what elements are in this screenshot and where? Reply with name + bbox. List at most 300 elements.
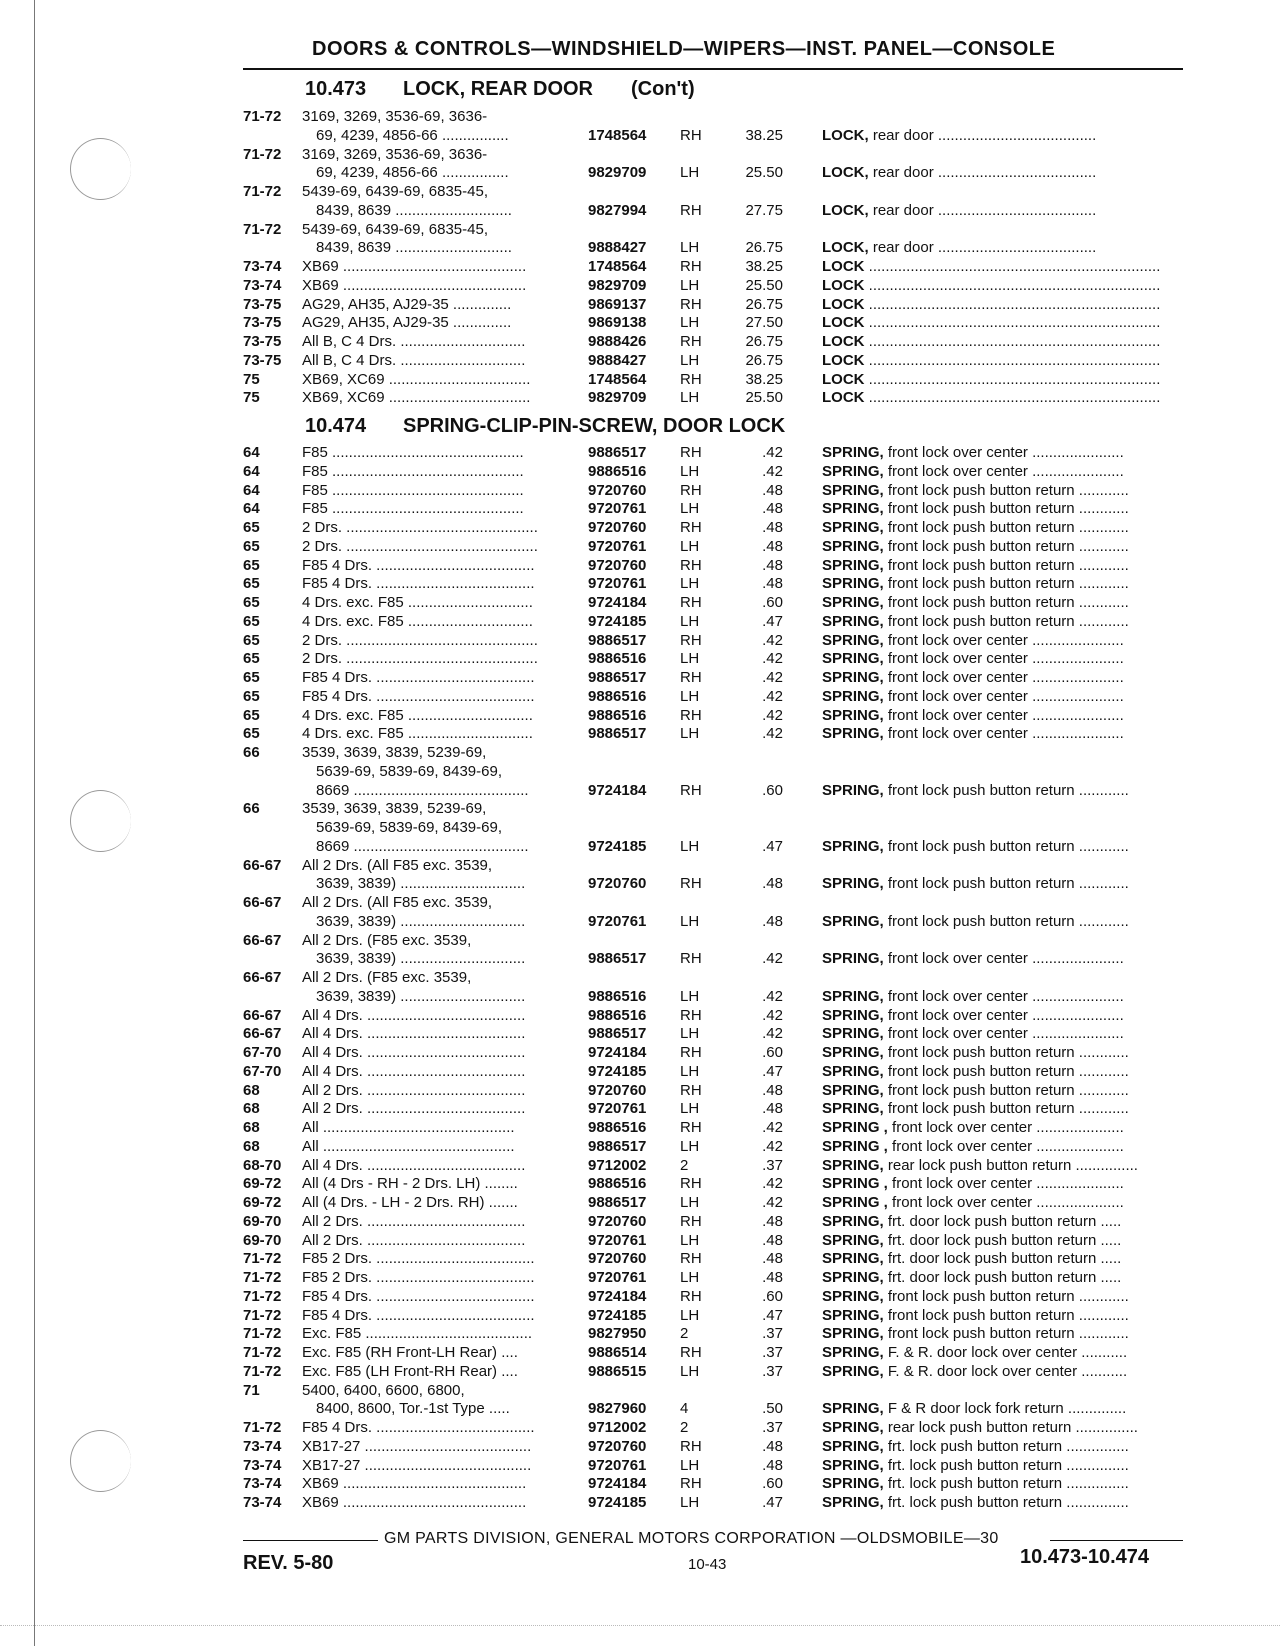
part-number: 9720760 xyxy=(588,875,647,893)
price: .48 xyxy=(762,1212,783,1230)
part-number: 9720761 xyxy=(588,575,647,593)
side-or-qty: LH xyxy=(680,612,700,630)
description xyxy=(822,296,1184,315)
side-or-qty: RH xyxy=(680,1250,702,1268)
side-or-qty: RH xyxy=(680,1212,702,1230)
table-row xyxy=(243,1400,1183,1419)
description-keyword: LOCK, xyxy=(822,201,869,219)
description-keyword: SPRING, xyxy=(822,1400,884,1418)
table-row xyxy=(243,613,1183,632)
description-keyword: SPRING, xyxy=(822,1306,884,1324)
part-number: 9720760 xyxy=(588,519,647,536)
price: .48 xyxy=(762,1437,783,1455)
price: .48 xyxy=(762,1456,783,1474)
application: F85 4 Drs. ...................................... xyxy=(302,1419,535,1436)
description-keyword: SPRING, xyxy=(822,1044,884,1061)
side-or-qty: LH xyxy=(680,1194,700,1211)
price: 26.75 xyxy=(745,295,783,313)
side-or-qty: LH xyxy=(680,725,700,743)
application: XB69 ............................................ xyxy=(302,258,527,275)
left-margin-rule xyxy=(34,0,35,1646)
table-row xyxy=(243,688,1183,707)
description-keyword: SPRING, xyxy=(822,1250,884,1268)
price: .48 xyxy=(762,556,783,574)
table-row xyxy=(243,519,1183,538)
description-text: ...................................................................... xyxy=(864,295,1161,313)
price: 38.25 xyxy=(745,370,783,388)
description-text: rear door ...................................... xyxy=(868,239,1097,257)
application: All 2 Drs. (All F85 exc. 3539, xyxy=(302,894,493,911)
side-or-qty: RH xyxy=(680,126,702,144)
year-range: 66-67 xyxy=(243,969,282,986)
part-number: 9886516 xyxy=(588,687,647,705)
application: Exc. F85 (RH Front-LH Rear) .... xyxy=(302,1344,518,1361)
application: All 4 Drs. ...................................... xyxy=(302,1062,526,1080)
part-number: 9724184 xyxy=(588,1044,647,1061)
year-range: 65 xyxy=(243,687,260,705)
price: .48 xyxy=(762,1100,783,1118)
year-range: 71-72 xyxy=(243,145,282,163)
application: All 2 Drs. ...................................... xyxy=(302,1081,526,1099)
description-text: frt. door lock push button return ..... xyxy=(883,1231,1122,1249)
table-row xyxy=(243,594,1183,613)
side-or-qty: RH xyxy=(680,950,702,968)
description-keyword: SPRING, xyxy=(822,706,884,724)
part-number: 9720761 xyxy=(588,1231,647,1249)
description xyxy=(822,1494,1184,1513)
price: .42 xyxy=(762,725,783,743)
part-number: 9886515 xyxy=(588,1362,647,1380)
description-keyword: SPRING, xyxy=(822,575,884,593)
side-or-qty: RH xyxy=(680,594,702,611)
year-range: 69-70 xyxy=(243,1212,282,1230)
table-row xyxy=(243,371,1183,390)
section-number: 10.474 xyxy=(305,415,367,437)
year-range: 66-67 xyxy=(243,856,282,874)
description-text: front lock over center ...................... xyxy=(883,1006,1124,1024)
part-number: 9827950 xyxy=(588,1325,647,1343)
year-range: 67-70 xyxy=(243,1062,282,1080)
table-row xyxy=(243,314,1183,333)
side-or-qty: LH xyxy=(680,650,700,668)
description-text: frt. lock push button return ............... xyxy=(883,1475,1129,1493)
application: All 4 Drs. ...................................... xyxy=(302,1156,526,1174)
side-or-qty: LH xyxy=(680,687,700,705)
description-text: front lock over center ...................... xyxy=(883,950,1124,968)
application: 2 Drs. .............................................. xyxy=(302,650,538,668)
year-range: 73-74 xyxy=(243,1494,282,1511)
footer-rule-left xyxy=(243,1540,378,1541)
price: .42 xyxy=(762,1025,783,1043)
side-or-qty: RH xyxy=(680,258,702,275)
application: 4 Drs. exc. F85 .............................. xyxy=(302,725,533,743)
part-number: 9720761 xyxy=(588,1100,647,1118)
application: All 2 Drs. (F85 exc. 3539, xyxy=(302,931,472,949)
price: 25.50 xyxy=(745,164,783,182)
description-text: frt. lock push button return ............... xyxy=(883,1456,1129,1474)
price: .42 xyxy=(762,1119,783,1136)
part-number: 9888426 xyxy=(588,333,647,350)
side-or-qty: LH xyxy=(680,1456,700,1474)
description-text: front lock over center ..................... xyxy=(887,1194,1124,1211)
price: .48 xyxy=(762,481,783,499)
price: .48 xyxy=(762,575,783,593)
section-title-10-474 xyxy=(305,415,785,438)
application: All 4 Drs. ...................................... xyxy=(302,1025,526,1043)
page-number: 10-43 xyxy=(688,1556,727,1573)
description-text: front lock over center ..................... xyxy=(887,1137,1124,1155)
application: XB69 ............................................ xyxy=(302,1494,527,1511)
description-text: front lock over center ...................... xyxy=(883,650,1124,668)
description-keyword: SPRING, xyxy=(822,1062,884,1080)
price: .48 xyxy=(762,1269,783,1286)
application: 5439-69, 6439-69, 6835-45, xyxy=(302,183,488,200)
side-or-qty: 2 xyxy=(680,1156,689,1174)
application: 8669 .......................................... xyxy=(316,781,529,799)
table-row xyxy=(243,1044,1183,1063)
description-text: front lock push button return ............ xyxy=(883,1287,1129,1305)
table-row xyxy=(243,183,1183,202)
side-or-qty: RH xyxy=(680,333,702,350)
application: XB69, XC69 .................................. xyxy=(302,389,531,407)
description xyxy=(822,1288,1184,1307)
description xyxy=(822,352,1184,371)
part-number: 9724185 xyxy=(588,1062,647,1080)
description-text: front lock over center ..................... xyxy=(887,1175,1124,1193)
description xyxy=(822,950,1184,969)
price: 26.75 xyxy=(745,351,783,369)
description-keyword: SPRING, xyxy=(822,1344,884,1361)
section-number: 10.473 xyxy=(305,78,367,100)
table-row xyxy=(243,1082,1183,1101)
year-range: 67-70 xyxy=(243,1044,282,1061)
description xyxy=(822,258,1184,277)
description-text: front lock push button return ............ xyxy=(883,912,1129,930)
application: 3539, 3639, 3839, 5239-69, xyxy=(302,800,487,818)
part-number: 9720760 xyxy=(588,1250,647,1268)
part-number: 9886517 xyxy=(588,1137,647,1155)
description-text: front lock push button return ............ xyxy=(883,481,1129,499)
year-range: 68 xyxy=(243,1081,260,1099)
table-row xyxy=(243,538,1183,557)
part-number: 1748564 xyxy=(588,258,647,275)
price: .42 xyxy=(762,650,783,668)
description xyxy=(822,594,1184,613)
part-number: 9886517 xyxy=(588,631,647,649)
part-number: 9720761 xyxy=(588,537,647,555)
description xyxy=(822,1063,1184,1082)
side-or-qty: LH xyxy=(680,1100,700,1118)
description xyxy=(822,389,1184,408)
page-header: DOORS & CONTROLS—WINDSHIELD—WIPERS—INST. PANEL—CONSOLE xyxy=(312,38,1056,60)
part-number: 9886516 xyxy=(588,706,647,724)
table-row xyxy=(243,1119,1183,1138)
application: F85 .............................................. xyxy=(302,500,524,518)
application: All 2 Drs. ...................................... xyxy=(302,1231,526,1249)
table-row xyxy=(243,352,1183,371)
description-keyword: SPRING , xyxy=(822,1175,888,1193)
description-keyword: SPRING, xyxy=(822,462,884,480)
table-row xyxy=(243,782,1183,801)
description xyxy=(822,782,1184,801)
part-number: 9888427 xyxy=(588,351,647,369)
year-range: 71-72 xyxy=(243,183,282,200)
description-text: front lock over center ...................... xyxy=(883,444,1124,461)
year-range: 64 xyxy=(243,500,260,518)
side-or-qty: LH xyxy=(680,912,700,930)
description xyxy=(822,1457,1184,1476)
part-number: 9720760 xyxy=(588,481,647,499)
price: .37 xyxy=(762,1325,783,1343)
table-row xyxy=(243,744,1183,763)
price: 38.25 xyxy=(745,258,783,275)
side-or-qty: LH xyxy=(680,239,700,257)
table-row xyxy=(243,296,1183,315)
price: .42 xyxy=(762,631,783,649)
application: 8669 .......................................... xyxy=(316,837,529,855)
price: 26.75 xyxy=(745,239,783,257)
description xyxy=(822,538,1184,557)
table-row xyxy=(243,632,1183,651)
part-number: 9720761 xyxy=(588,1269,647,1286)
description-text: front lock push button return ............ xyxy=(883,594,1129,611)
price: .42 xyxy=(762,1137,783,1155)
application: XB69 ............................................ xyxy=(302,276,527,294)
description-keyword: SPRING, xyxy=(822,1269,884,1286)
price: .37 xyxy=(762,1156,783,1174)
side-or-qty: RH xyxy=(680,669,702,686)
description-keyword: LOCK xyxy=(822,295,865,313)
description xyxy=(822,1250,1184,1269)
side-or-qty: LH xyxy=(680,164,700,182)
price: .60 xyxy=(762,781,783,799)
description xyxy=(822,1475,1184,1494)
part-number: 9827994 xyxy=(588,201,647,219)
year-range: 68 xyxy=(243,1137,260,1155)
side-or-qty: RH xyxy=(680,1437,702,1455)
application: All 2 Drs. (F85 exc. 3539, xyxy=(302,969,472,986)
part-number: 9724184 xyxy=(588,781,647,799)
description-text: front lock push button return ............ xyxy=(883,1100,1129,1118)
side-or-qty: RH xyxy=(680,706,702,724)
price: .42 xyxy=(762,1194,783,1211)
description-keyword: SPRING, xyxy=(822,519,884,536)
table-row xyxy=(243,932,1183,951)
price: 27.50 xyxy=(745,314,783,332)
part-number: 9886514 xyxy=(588,1344,647,1361)
header-rule xyxy=(243,68,1183,70)
table-row xyxy=(243,1363,1183,1382)
description-keyword: LOCK xyxy=(822,258,865,275)
description xyxy=(822,127,1184,146)
table-row xyxy=(243,1438,1183,1457)
description-text: front lock over center ...................... xyxy=(883,1025,1124,1043)
year-range: 66-67 xyxy=(243,894,282,911)
year-range: 66 xyxy=(243,744,260,761)
section-name: SPRING-CLIP-PIN-SCREW, DOOR LOCK xyxy=(403,415,786,437)
side-or-qty: RH xyxy=(680,519,702,536)
table-row xyxy=(243,389,1183,408)
year-range: 71-72 xyxy=(243,1269,282,1286)
table-row xyxy=(243,819,1183,838)
year-range: 65 xyxy=(243,537,260,555)
table-row xyxy=(243,669,1183,688)
application: 69, 4239, 4856-66 ................ xyxy=(316,126,509,144)
table-row xyxy=(243,969,1183,988)
description-keyword: LOCK xyxy=(822,370,865,388)
year-range: 66-67 xyxy=(243,1006,282,1024)
application: F85 2 Drs. ...................................... xyxy=(302,1269,535,1286)
scan-artifact-line xyxy=(0,1625,1280,1626)
table-row xyxy=(243,875,1183,894)
application: XB69, XC69 .................................. xyxy=(302,370,531,388)
description-keyword: SPRING, xyxy=(822,950,884,968)
application: 5400, 6400, 6600, 6800, xyxy=(302,1381,465,1399)
description-text: front lock push button return ............ xyxy=(883,556,1129,574)
table-row xyxy=(243,1025,1183,1044)
description-keyword: SPRING, xyxy=(822,1419,884,1436)
price: 25.50 xyxy=(745,389,783,407)
side-or-qty: RH xyxy=(680,481,702,499)
description-keyword: SPRING, xyxy=(822,987,884,1005)
description xyxy=(822,988,1184,1007)
price: .60 xyxy=(762,1287,783,1305)
footer-rule-right xyxy=(1050,1540,1183,1541)
side-or-qty: RH xyxy=(680,1475,702,1493)
table-row xyxy=(243,463,1183,482)
year-range: 71-72 xyxy=(243,1419,282,1436)
year-range: 64 xyxy=(243,481,260,499)
description-keyword: SPRING, xyxy=(822,1231,884,1249)
description xyxy=(822,1269,1184,1288)
table-row xyxy=(243,277,1183,296)
year-range: 71 xyxy=(243,1381,260,1399)
year-range: 64 xyxy=(243,444,260,461)
year-range: 69-70 xyxy=(243,1231,282,1249)
side-or-qty: LH xyxy=(680,837,700,855)
part-number: 1748564 xyxy=(588,370,647,388)
description-text: front lock push button return ............ xyxy=(883,875,1129,893)
side-or-qty: 2 xyxy=(680,1325,689,1343)
part-number: 9886516 xyxy=(588,987,647,1005)
part-number: 9724185 xyxy=(588,1494,647,1511)
side-or-qty: LH xyxy=(680,1231,700,1249)
application: 8439, 8639 ............................ xyxy=(316,201,512,219)
table-row xyxy=(243,202,1183,221)
side-or-qty: LH xyxy=(680,537,700,555)
price: .42 xyxy=(762,706,783,724)
table-row xyxy=(243,1175,1183,1194)
price: .47 xyxy=(762,837,783,855)
description xyxy=(822,239,1184,258)
application: F85 4 Drs. ...................................... xyxy=(302,575,535,593)
description xyxy=(822,1400,1184,1419)
table-row xyxy=(243,127,1183,146)
description-keyword: SPRING, xyxy=(822,631,884,649)
description xyxy=(822,371,1184,390)
price: .48 xyxy=(762,500,783,518)
part-number: 9886516 xyxy=(588,650,647,668)
description-text: front lock over center ...................... xyxy=(883,725,1124,743)
application: 3169, 3269, 3536-69, 3636- xyxy=(302,145,488,163)
description-text: ...................................................................... xyxy=(864,314,1161,332)
description-text: F. & R. door lock over center ........... xyxy=(883,1362,1128,1380)
part-number: 9886517 xyxy=(588,950,647,968)
description-text: ...................................................................... xyxy=(864,333,1161,350)
application: 3169, 3269, 3536-69, 3636- xyxy=(302,108,488,125)
table-row xyxy=(243,164,1183,183)
side-or-qty: RH xyxy=(680,1119,702,1136)
year-range: 71-72 xyxy=(243,1306,282,1324)
description-keyword: SPRING, xyxy=(822,650,884,668)
year-range: 65 xyxy=(243,594,260,611)
part-number: 9720760 xyxy=(588,556,647,574)
side-or-qty: RH xyxy=(680,1175,702,1193)
description xyxy=(822,1213,1184,1232)
application: 3639, 3839) .............................. xyxy=(316,950,526,968)
part-number: 9724184 xyxy=(588,1475,647,1493)
description-keyword: SPRING, xyxy=(822,725,884,743)
application: All B, C 4 Drs. .............................. xyxy=(302,333,526,350)
application: F85 4 Drs. ...................................... xyxy=(302,556,535,574)
year-range: 71-72 xyxy=(243,1287,282,1305)
table-row xyxy=(243,988,1183,1007)
application: AG29, AH35, AJ29-35 .............. xyxy=(302,295,512,313)
description-text: front lock over center ...................... xyxy=(883,987,1124,1005)
description-text: front lock push button return ............ xyxy=(883,519,1129,536)
description-keyword: SPRING, xyxy=(822,556,884,574)
price: .37 xyxy=(762,1419,783,1436)
table-row xyxy=(243,725,1183,744)
application: All 2 Drs. ...................................... xyxy=(302,1100,526,1118)
application: All B, C 4 Drs. .............................. xyxy=(302,351,526,369)
price: .42 xyxy=(762,462,783,480)
table-row xyxy=(243,239,1183,258)
year-range: 66-67 xyxy=(243,1025,282,1043)
price: .47 xyxy=(762,1062,783,1080)
table-row xyxy=(243,707,1183,726)
description xyxy=(822,632,1184,651)
table-row xyxy=(243,1157,1183,1176)
description-text: rear door ...................................... xyxy=(868,164,1097,182)
part-number: 9869137 xyxy=(588,295,647,313)
description xyxy=(822,314,1184,333)
description-keyword: SPRING , xyxy=(822,1119,888,1136)
footer-publisher: GM PARTS DIVISION, GENERAL MOTORS CORPORATION —OLDSMOBILE—30 xyxy=(384,1530,999,1547)
part-number: 9869138 xyxy=(588,314,647,332)
table-row xyxy=(243,557,1183,576)
side-or-qty: LH xyxy=(680,1269,700,1286)
table-row xyxy=(243,108,1183,127)
part-number: 9724185 xyxy=(588,837,647,855)
description-keyword: SPRING, xyxy=(822,481,884,499)
description-keyword: SPRING, xyxy=(822,781,884,799)
description-text: front lock push button return ............ xyxy=(883,1044,1129,1061)
description-keyword: SPRING, xyxy=(822,669,884,686)
description-keyword: SPRING, xyxy=(822,1456,884,1474)
year-range: 75 xyxy=(243,370,260,388)
description-keyword: SPRING, xyxy=(822,875,884,893)
description xyxy=(822,1025,1184,1044)
table-row xyxy=(243,950,1183,969)
table-row xyxy=(243,482,1183,501)
part-number: 9720761 xyxy=(588,912,647,930)
part-number: 9720760 xyxy=(588,1212,647,1230)
part-number: 9720761 xyxy=(588,500,647,518)
description xyxy=(822,913,1184,932)
price: .42 xyxy=(762,669,783,686)
year-range: 65 xyxy=(243,669,260,686)
